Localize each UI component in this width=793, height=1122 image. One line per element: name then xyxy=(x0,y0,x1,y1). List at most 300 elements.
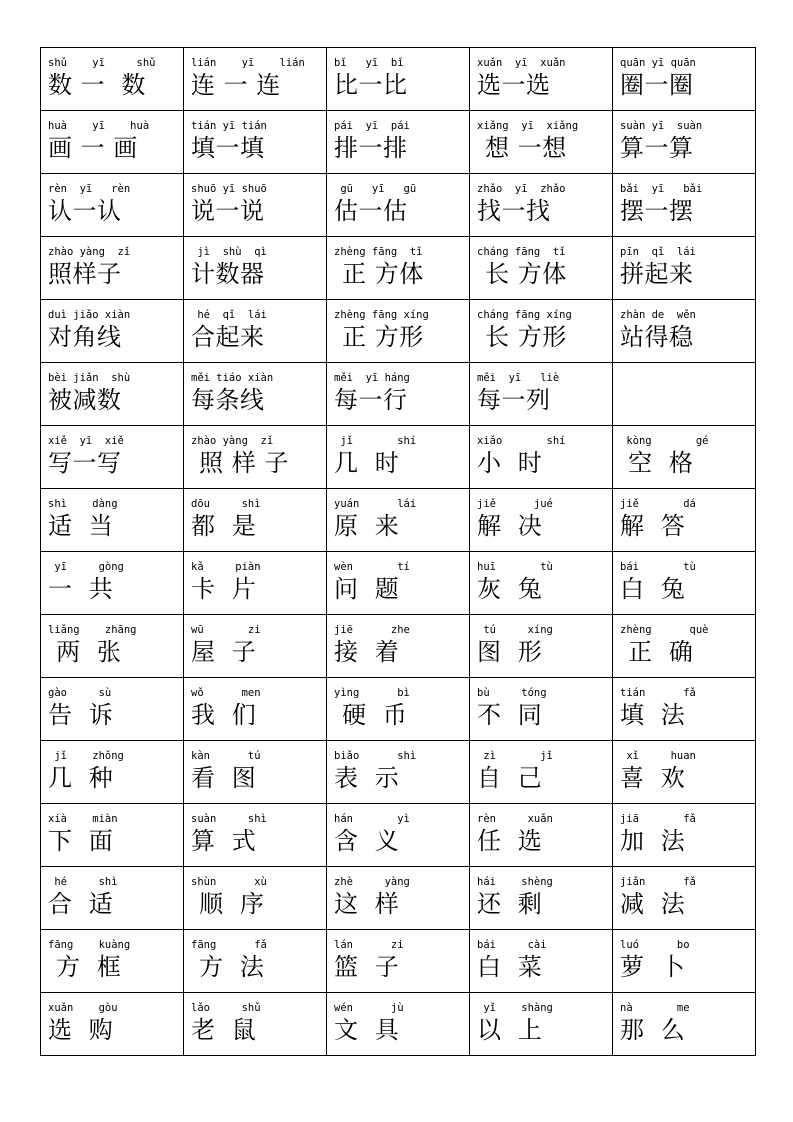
vocab-cell xyxy=(327,174,470,237)
pinyin-text: jiǎn fǎ xyxy=(620,876,696,888)
grid-row xyxy=(41,741,756,804)
vocabulary-grid xyxy=(40,47,756,1056)
vocab-cell xyxy=(470,930,613,993)
vocab-cell xyxy=(41,111,184,174)
grid-row xyxy=(41,552,756,615)
pinyin-text xyxy=(620,372,755,385)
vocab-entry xyxy=(613,363,755,425)
vocab-cell xyxy=(470,615,613,678)
pinyin-text: suàn yī suàn xyxy=(620,120,703,132)
pinyin-text: tián fǎ xyxy=(620,687,696,699)
vocab-entry xyxy=(613,741,755,803)
hanzi-text: 屋 子 xyxy=(191,638,257,666)
pinyin-text: xiǎo shí xyxy=(477,435,566,447)
vocab-entry xyxy=(613,678,755,740)
vocab-entry xyxy=(327,174,469,236)
vocab-cell xyxy=(613,993,756,1056)
hanzi-text: 站得稳 xyxy=(620,323,694,351)
pinyin-text: zhèng fāng tǐ xyxy=(334,246,423,258)
vocab-cell xyxy=(327,426,470,489)
vocab-cell xyxy=(184,804,327,867)
hanzi-text: 表 示 xyxy=(334,764,400,792)
vocab-cell xyxy=(327,552,470,615)
hanzi-text: 写一写 xyxy=(48,449,122,477)
grid-row xyxy=(41,867,756,930)
pinyin-text: jǐ shí xyxy=(334,435,417,447)
vocab-cell xyxy=(613,741,756,804)
vocab-cell xyxy=(41,48,184,111)
vocab-cell xyxy=(613,48,756,111)
vocab-entry xyxy=(613,993,755,1055)
vocab-cell xyxy=(327,741,470,804)
vocab-entry xyxy=(327,552,469,614)
vocab-cell xyxy=(470,804,613,867)
vocab-cell xyxy=(327,489,470,552)
vocab-entry xyxy=(41,930,183,992)
hanzi-text: 认一认 xyxy=(48,197,122,225)
pinyin-text: wǒ men xyxy=(191,687,261,699)
vocab-cell xyxy=(613,237,756,300)
grid-row xyxy=(41,993,756,1056)
vocab-cell xyxy=(470,489,613,552)
vocab-entry xyxy=(327,363,469,425)
grid-row xyxy=(41,615,756,678)
vocab-entry xyxy=(327,930,469,992)
vocab-entry xyxy=(613,867,755,929)
hanzi-text: 圈一圈 xyxy=(620,71,694,99)
vocab-entry xyxy=(41,867,183,929)
vocab-cell xyxy=(184,174,327,237)
vocab-cell xyxy=(41,930,184,993)
pinyin-text: wèn tí xyxy=(334,561,410,573)
hanzi-text: 喜 欢 xyxy=(620,764,686,792)
hanzi-text: 萝 卜 xyxy=(620,953,686,981)
pinyin-text: xiě yī xiě xyxy=(48,435,124,447)
vocab-entry xyxy=(470,867,612,929)
pinyin-text: kàn tú xyxy=(191,750,261,762)
vocab-entry xyxy=(470,48,612,110)
vocab-cell xyxy=(470,174,613,237)
vocab-entry xyxy=(470,174,612,236)
vocab-entry xyxy=(327,237,469,299)
pinyin-text: bǐ yī bǐ xyxy=(334,57,404,69)
hanzi-text: 空 格 xyxy=(620,449,694,477)
pinyin-text: zhào yàng zǐ xyxy=(191,435,274,447)
vocab-cell xyxy=(41,741,184,804)
hanzi-text: 算一算 xyxy=(620,134,694,162)
vocab-cell xyxy=(184,237,327,300)
vocab-cell xyxy=(613,363,756,426)
vocab-cell xyxy=(470,993,613,1056)
vocab-cell xyxy=(470,237,613,300)
vocab-entry xyxy=(470,426,612,488)
vocab-entry xyxy=(470,363,612,425)
pinyin-text: cháng fāng tǐ xyxy=(477,246,566,258)
pinyin-text: xiǎng yī xiǎng xyxy=(477,120,579,132)
vocab-cell xyxy=(184,300,327,363)
hanzi-text: 文 具 xyxy=(334,1016,400,1044)
pinyin-text: zhèng què xyxy=(620,624,709,636)
vocab-entry xyxy=(327,48,469,110)
vocab-entry xyxy=(613,111,755,173)
vocab-cell xyxy=(41,615,184,678)
pinyin-text: gū yī gū xyxy=(334,183,417,195)
hanzi-text: 拼起来 xyxy=(620,260,694,288)
vocab-entry xyxy=(327,741,469,803)
hanzi-text: 还 剩 xyxy=(477,890,543,918)
vocab-entry xyxy=(41,300,183,362)
pinyin-text: měi yī háng xyxy=(334,372,410,384)
vocab-cell xyxy=(184,426,327,489)
pinyin-text: pīn qǐ lái xyxy=(620,246,696,258)
vocab-entry xyxy=(41,678,183,740)
grid-row xyxy=(41,237,756,300)
vocab-entry xyxy=(327,993,469,1055)
pinyin-text: duì jiǎo xiàn xyxy=(48,309,131,321)
vocab-entry xyxy=(184,867,326,929)
vocab-cell xyxy=(613,489,756,552)
pinyin-text: jì shù qì xyxy=(191,246,267,258)
hanzi-text: 顺 序 xyxy=(191,890,265,918)
vocab-cell xyxy=(327,48,470,111)
hanzi-text: 告 诉 xyxy=(48,701,114,729)
hanzi-text: 正 方形 xyxy=(334,323,424,351)
vocab-cell xyxy=(41,552,184,615)
vocab-cell xyxy=(613,867,756,930)
vocab-cell xyxy=(327,867,470,930)
pinyin-text: shuō yī shuō xyxy=(191,183,267,195)
pinyin-text: hé shì xyxy=(48,876,118,888)
pinyin-text: zhào yàng zǐ xyxy=(48,246,131,258)
pinyin-text: lián yī lián xyxy=(191,57,305,69)
pinyin-text: bù tóng xyxy=(477,687,547,699)
hanzi-text: 连 一 连 xyxy=(191,71,281,99)
pinyin-text: měi tiáo xiàn xyxy=(191,372,274,384)
pinyin-text: zì jǐ xyxy=(477,750,553,762)
vocab-cell xyxy=(327,300,470,363)
hanzi-text: 找一找 xyxy=(477,197,551,225)
vocab-entry xyxy=(184,552,326,614)
vocab-cell xyxy=(327,804,470,867)
vocab-entry xyxy=(184,111,326,173)
vocab-cell xyxy=(41,993,184,1056)
hanzi-text: 每条线 xyxy=(191,386,265,414)
hanzi-text: 原 来 xyxy=(334,512,400,540)
hanzi-text: 解 答 xyxy=(620,512,686,540)
grid-row xyxy=(41,489,756,552)
hanzi-text: 问 题 xyxy=(334,575,400,603)
vocab-cell xyxy=(613,552,756,615)
pinyin-text: nà me xyxy=(620,1002,690,1014)
pinyin-text: hán yì xyxy=(334,813,410,825)
grid-row xyxy=(41,363,756,426)
pinyin-text: wén jù xyxy=(334,1002,404,1014)
pinyin-text: rèn xuǎn xyxy=(477,813,553,825)
vocab-entry xyxy=(41,426,183,488)
vocab-cell xyxy=(327,930,470,993)
hanzi-text: 卡 片 xyxy=(191,575,257,603)
pinyin-text: tú xíng xyxy=(477,624,553,636)
hanzi-text: 硬 币 xyxy=(334,701,408,729)
vocab-entry xyxy=(613,930,755,992)
hanzi-text: 一 共 xyxy=(48,575,114,603)
vocab-entry xyxy=(613,237,755,299)
pinyin-text: zhèng fāng xíng xyxy=(334,309,429,321)
vocab-entry xyxy=(184,804,326,866)
vocab-cell xyxy=(470,552,613,615)
grid-row xyxy=(41,678,756,741)
grid-row xyxy=(41,111,756,174)
vocab-entry xyxy=(470,993,612,1055)
hanzi-text: 几 时 xyxy=(334,449,400,477)
hanzi-text: 解 决 xyxy=(477,512,543,540)
hanzi-text: 正 确 xyxy=(620,638,694,666)
vocab-cell xyxy=(327,237,470,300)
hanzi-text: 接 着 xyxy=(334,638,400,666)
vocab-cell xyxy=(613,426,756,489)
vocab-cell xyxy=(327,993,470,1056)
vocab-cell xyxy=(184,930,327,993)
hanzi-text: 我 们 xyxy=(191,701,257,729)
pinyin-text: huà yī huà xyxy=(48,120,150,132)
hanzi-text: 图 形 xyxy=(477,638,543,666)
vocab-entry xyxy=(613,804,755,866)
hanzi-text: 对角线 xyxy=(48,323,122,351)
hanzi-text: 照样子 xyxy=(48,260,122,288)
pinyin-text: gào sù xyxy=(48,687,112,699)
vocab-cell xyxy=(613,300,756,363)
hanzi-text: 摆一摆 xyxy=(620,197,694,225)
pinyin-text: zhàn de wěn xyxy=(620,309,696,321)
vocab-entry xyxy=(470,741,612,803)
vocab-cell xyxy=(613,615,756,678)
hanzi-text: 数 一 数 xyxy=(48,71,146,99)
hanzi-text: 长 方形 xyxy=(477,323,567,351)
grid-body xyxy=(41,48,756,1056)
vocab-cell xyxy=(184,615,327,678)
vocab-cell xyxy=(184,111,327,174)
vocab-cell xyxy=(470,363,613,426)
vocab-entry xyxy=(613,300,755,362)
pinyin-text: zhǎo yī zhǎo xyxy=(477,183,566,195)
pinyin-text: dōu shì xyxy=(191,498,261,510)
vocab-entry xyxy=(184,237,326,299)
pinyin-text: jiě dá xyxy=(620,498,696,510)
vocab-entry xyxy=(470,300,612,362)
pinyin-text: bái cài xyxy=(477,939,547,951)
vocab-entry xyxy=(327,489,469,551)
vocab-cell xyxy=(41,237,184,300)
hanzi-text: 这 样 xyxy=(334,890,400,918)
grid-row xyxy=(41,174,756,237)
vocab-cell xyxy=(184,867,327,930)
hanzi-text: 填 法 xyxy=(620,701,686,729)
grid-row xyxy=(41,300,756,363)
pinyin-text: liǎng zhāng xyxy=(48,624,137,636)
vocab-cell xyxy=(327,111,470,174)
vocab-entry xyxy=(470,678,612,740)
pinyin-text: cháng fāng xíng xyxy=(477,309,572,321)
hanzi-text: 任 选 xyxy=(477,827,543,855)
hanzi-text: 白 菜 xyxy=(477,953,543,981)
vocab-cell xyxy=(41,867,184,930)
vocab-entry xyxy=(470,489,612,551)
vocab-cell xyxy=(184,48,327,111)
vocab-entry xyxy=(184,363,326,425)
hanzi-text: 比一比 xyxy=(334,71,408,99)
vocab-entry xyxy=(470,237,612,299)
hanzi-text: 长 方体 xyxy=(477,260,567,288)
hanzi-text: 都 是 xyxy=(191,512,257,540)
vocab-cell xyxy=(41,426,184,489)
vocab-entry xyxy=(613,489,755,551)
vocab-cell xyxy=(184,363,327,426)
pinyin-text: shùn xù xyxy=(191,876,267,888)
vocab-entry xyxy=(41,174,183,236)
hanzi-text: 合 适 xyxy=(48,890,114,918)
vocab-entry xyxy=(184,426,326,488)
pinyin-text: měi yī liè xyxy=(477,372,560,384)
hanzi-text: 白 兔 xyxy=(620,575,686,603)
hanzi-text: 排一排 xyxy=(334,134,408,162)
hanzi-text: 被减数 xyxy=(48,386,122,414)
hanzi-text: 照 样 子 xyxy=(191,449,289,477)
hanzi-text: 合起来 xyxy=(191,323,265,351)
vocab-cell xyxy=(327,615,470,678)
vocab-entry xyxy=(470,615,612,677)
hanzi-text: 计数器 xyxy=(191,260,265,288)
pinyin-text: yǐ shàng xyxy=(477,1002,553,1014)
pinyin-text: bǎi yī bǎi xyxy=(620,183,703,195)
vocab-entry xyxy=(41,804,183,866)
grid-row xyxy=(41,930,756,993)
pinyin-text: suàn shì xyxy=(191,813,267,825)
pinyin-text: huī tù xyxy=(477,561,553,573)
hanzi-text: 加 法 xyxy=(620,827,686,855)
hanzi-text: 选一选 xyxy=(477,71,551,99)
pinyin-text: hái shèng xyxy=(477,876,553,888)
vocab-entry xyxy=(41,48,183,110)
vocab-entry xyxy=(184,174,326,236)
vocab-entry xyxy=(184,741,326,803)
vocab-entry xyxy=(613,552,755,614)
vocab-entry xyxy=(470,552,612,614)
vocab-cell xyxy=(470,678,613,741)
pinyin-text: yuán lái xyxy=(334,498,417,510)
vocab-entry xyxy=(327,426,469,488)
pinyin-text: shì dàng xyxy=(48,498,118,510)
hanzi-text: 算 式 xyxy=(191,827,257,855)
vocab-entry xyxy=(184,930,326,992)
vocab-cell xyxy=(184,993,327,1056)
pinyin-text: fāng fǎ xyxy=(191,939,267,951)
vocab-entry xyxy=(41,363,183,425)
hanzi-text: 估一估 xyxy=(334,197,408,225)
hanzi-text: 画 一 画 xyxy=(48,134,138,162)
vocab-cell xyxy=(470,48,613,111)
pinyin-text: jiā fǎ xyxy=(620,813,696,825)
hanzi-text: 篮 子 xyxy=(334,953,400,981)
vocab-entry xyxy=(327,867,469,929)
vocab-entry xyxy=(41,237,183,299)
hanzi-text: 填一填 xyxy=(191,134,265,162)
pinyin-text: kǎ piàn xyxy=(191,561,261,573)
grid-row xyxy=(41,804,756,867)
vocab-cell xyxy=(613,111,756,174)
vocab-cell xyxy=(613,174,756,237)
hanzi-text: 两 张 xyxy=(48,638,122,666)
pinyin-text: xià miàn xyxy=(48,813,118,825)
pinyin-text: tián yī tián xyxy=(191,120,267,132)
vocab-entry xyxy=(41,489,183,551)
pinyin-text: quān yī quān xyxy=(620,57,696,69)
vocab-cell xyxy=(613,804,756,867)
vocab-cell xyxy=(470,741,613,804)
hanzi-text: 说一说 xyxy=(191,197,265,225)
vocab-entry xyxy=(41,111,183,173)
hanzi-text: 那 么 xyxy=(620,1016,686,1044)
hanzi-text: 减 法 xyxy=(620,890,686,918)
vocab-cell xyxy=(470,426,613,489)
vocab-entry xyxy=(184,678,326,740)
vocab-entry xyxy=(327,804,469,866)
vocab-entry xyxy=(41,741,183,803)
pinyin-text: xuǎn yī xuǎn xyxy=(477,57,566,69)
pinyin-text: shǔ yī shǔ xyxy=(48,57,156,69)
pinyin-text: xǐ huan xyxy=(620,750,696,762)
vocab-cell xyxy=(184,678,327,741)
pinyin-text: lán zi xyxy=(334,939,404,951)
hanzi-text: 灰 兔 xyxy=(477,575,543,603)
pinyin-text: hé qǐ lái xyxy=(191,309,267,321)
grid-row xyxy=(41,48,756,111)
hanzi-text: 每一列 xyxy=(477,386,551,414)
vocab-entry xyxy=(613,48,755,110)
vocab-entry xyxy=(184,993,326,1055)
vocab-entry xyxy=(41,552,183,614)
vocab-cell xyxy=(470,111,613,174)
vocab-entry xyxy=(470,111,612,173)
pinyin-text: yī gòng xyxy=(48,561,124,573)
vocab-entry xyxy=(613,174,755,236)
hanzi-text: 方 框 xyxy=(48,953,122,981)
pinyin-text: wū zi xyxy=(191,624,261,636)
vocab-entry xyxy=(41,993,183,1055)
pinyin-text: biǎo shì xyxy=(334,750,417,762)
vocab-cell xyxy=(41,300,184,363)
vocab-cell xyxy=(41,678,184,741)
vocab-cell xyxy=(41,174,184,237)
vocab-cell xyxy=(470,300,613,363)
hanzi-text: 适 当 xyxy=(48,512,114,540)
pinyin-text: jǐ zhǒng xyxy=(48,750,124,762)
pinyin-text: bèi jiǎn shù xyxy=(48,372,131,384)
vocab-entry xyxy=(613,426,755,488)
pinyin-text: rèn yī rèn xyxy=(48,183,131,195)
vocab-entry xyxy=(184,48,326,110)
vocab-entry xyxy=(470,804,612,866)
hanzi-text: 下 面 xyxy=(48,827,114,855)
hanzi-text: 老 鼠 xyxy=(191,1016,257,1044)
pinyin-text: fāng kuàng xyxy=(48,939,131,951)
vocab-cell xyxy=(41,804,184,867)
hanzi-text: 以 上 xyxy=(477,1016,543,1044)
pinyin-text: jiě jué xyxy=(477,498,553,510)
pinyin-text: luó bo xyxy=(620,939,690,951)
vocab-cell xyxy=(184,741,327,804)
hanzi-text: 方 法 xyxy=(191,953,265,981)
pinyin-text: xuǎn gòu xyxy=(48,1002,118,1014)
